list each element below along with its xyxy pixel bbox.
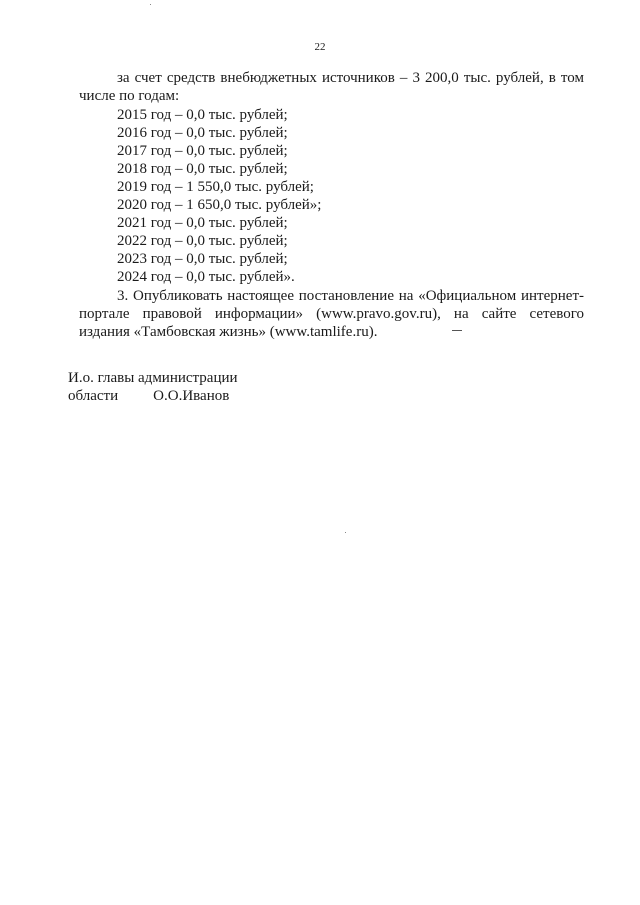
signature-block xyxy=(68,369,238,405)
publication-line-3: издания «Тамбовская жизнь» (www.tamlife.ru). xyxy=(79,324,378,340)
signatory-name: О.О.Иванов xyxy=(153,388,230,404)
year-item: 2023 год – 0,0 тыс. рублей; xyxy=(117,251,288,267)
year-item: 2021 год – 0,0 тыс. рублей; xyxy=(117,215,288,231)
page-number: 22 xyxy=(314,41,326,53)
funding-intro xyxy=(79,69,584,105)
year-item: 2018 год – 0,0 тыс. рублей; xyxy=(117,161,288,177)
year-item: 2017 год – 0,0 тыс. рублей; xyxy=(117,143,288,159)
signatory-title: И.о. главы администрации xyxy=(68,370,238,386)
year-item: 2022 год – 0,0 тыс. рублей; xyxy=(117,233,288,249)
signatory-title-line-2 xyxy=(68,387,238,405)
funding-intro-line-1: за счет средств внебюджетных источников – 3 200,0 тыс. рублей, в том xyxy=(117,70,584,86)
scan-speck xyxy=(150,4,151,5)
scan-speck xyxy=(345,532,346,533)
year-item: 2024 год – 0,0 тыс. рублей». xyxy=(117,269,295,285)
year-item: 2020 год – 1 650,0 тыс. рублей»; xyxy=(117,197,322,213)
publication-clause xyxy=(79,287,584,341)
year-item: 2016 год – 0,0 тыс. рублей; xyxy=(117,125,288,141)
publication-line-1: 3. Опубликовать настоящее постановление на «Официальном интернет- xyxy=(117,288,584,304)
funding-intro-line-2: числе по годам: xyxy=(79,88,180,104)
scan-dash-mark xyxy=(452,330,462,331)
year-item: 2019 год – 1 550,0 тыс. рублей; xyxy=(117,179,314,195)
signatory-region: области xyxy=(68,388,119,404)
publication-line-2: портале правовой информации» (www.pravo.gov.ru), на сайте сетевого xyxy=(79,306,584,322)
funding-by-year-list xyxy=(117,106,321,286)
year-item: 2015 год – 0,0 тыс. рублей; xyxy=(117,107,288,123)
